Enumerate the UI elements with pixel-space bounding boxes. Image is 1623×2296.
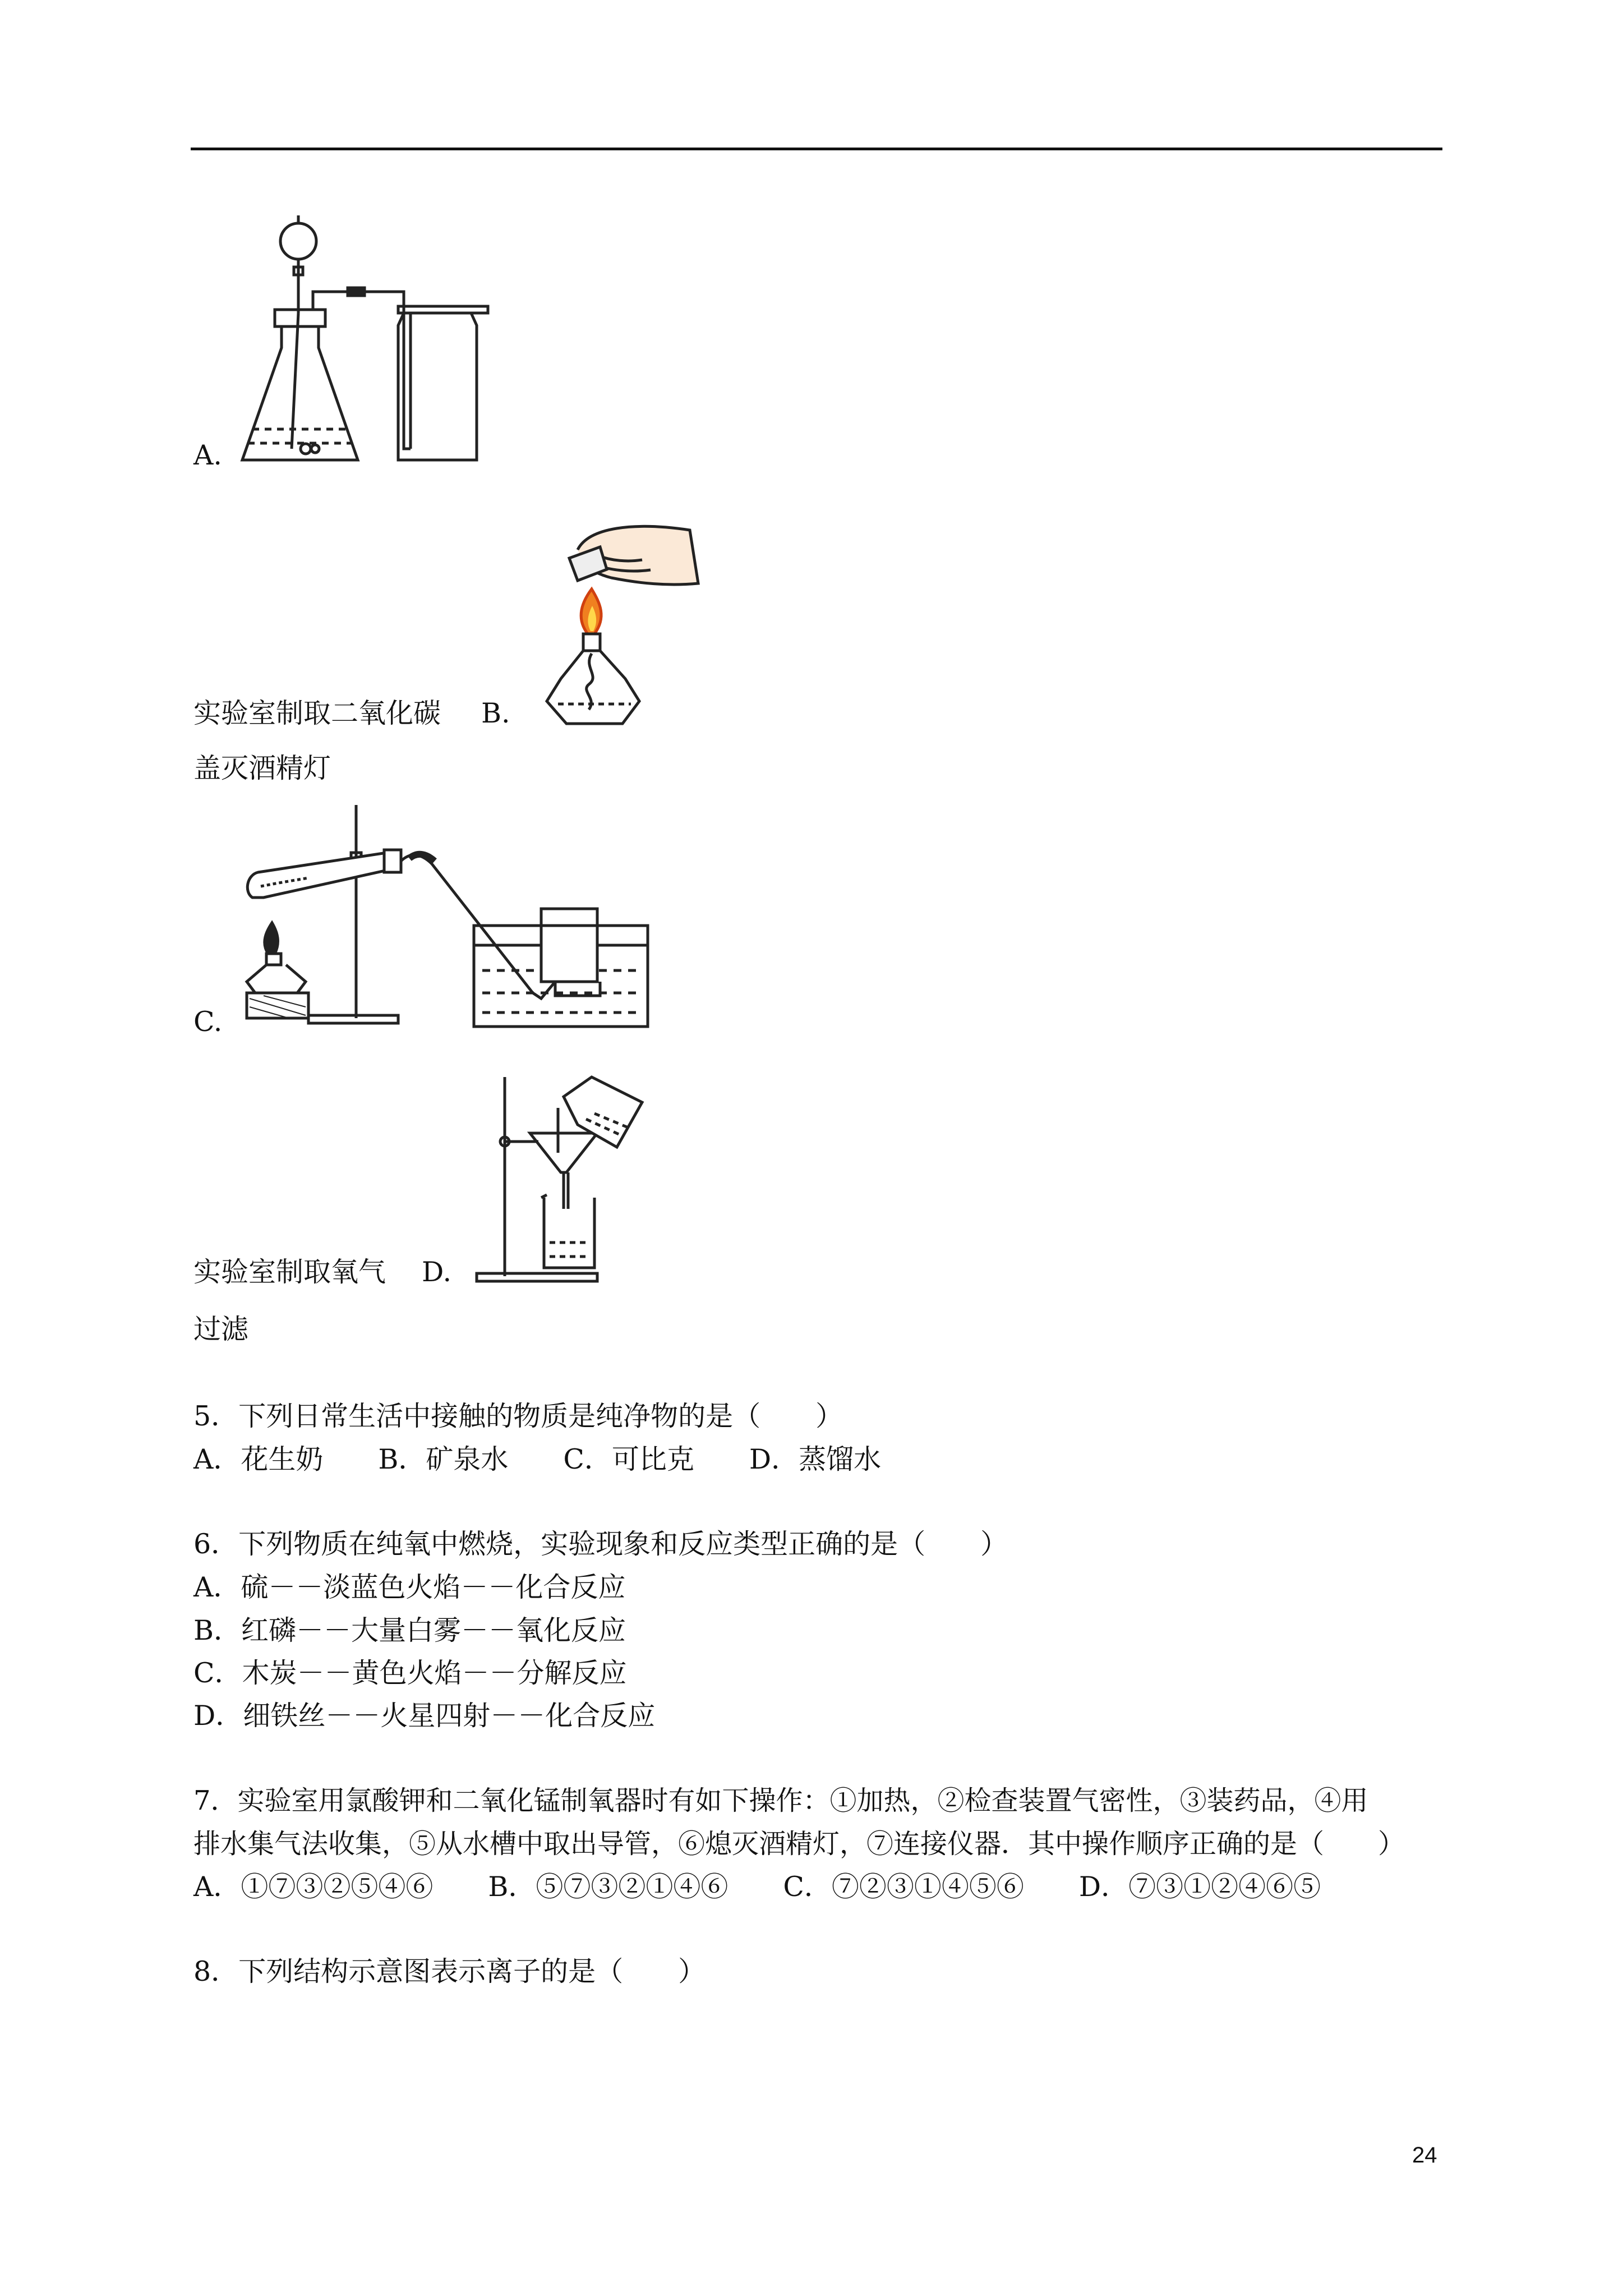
question-7-options: A．①⑦③②⑤④⑥ B．⑤⑦③②①④⑥ C．⑦②③①④⑤⑥ D．⑦③①②④⑥⑤ (193, 1871, 1321, 1903)
extinguishing-alcohol-lamp (544, 516, 707, 729)
option-b-caption: 盖灭酒精灯 (193, 752, 331, 784)
header-rule (191, 148, 1442, 150)
co2-generation-apparatus (236, 213, 494, 471)
option-d-caption: 过滤 (193, 1313, 249, 1345)
option-b-label: B. (481, 697, 510, 729)
option-c-label: C. (193, 1006, 223, 1038)
question-7-stem-line-2: 排水集气法收集，⑤从水槽中取出导管，⑥熄灭酒精灯，⑦连接仪器．其中操作顺序正确的是（ ） (193, 1828, 1405, 1860)
page-number: 24 (1412, 2143, 1437, 2168)
option-a-caption: 实验室制取二氧化碳 (193, 697, 441, 729)
oxygen-preparation-apparatus (241, 802, 651, 1038)
question-6-option-c: C．木炭－－黄色火焰－－分解反应 (193, 1657, 627, 1689)
option-d-label: D. (422, 1256, 452, 1288)
filtration-apparatus (474, 1074, 659, 1287)
question-6-option-a: A．硫－－淡蓝色火焰－－化合反应 (193, 1571, 626, 1603)
question-8-stem: 8．下列结构示意图表示离子的是（ ） (193, 1955, 706, 1987)
question-7-stem-line-1: 7．实验室用氯酸钾和二氧化锰制氧器时有如下操作：①加热，②检查装置气密性，③装药品，④用 (193, 1785, 1368, 1816)
question-5-stem: 5．下列日常生活中接触的物质是纯净物的是（ ） (193, 1400, 843, 1432)
question-6-option-b: B．红磷－－大量白雾－－氧化反应 (193, 1614, 626, 1646)
option-a-label: A. (193, 439, 222, 471)
question-6-option-d: D．细铁丝－－火星四射－－化合反应 (193, 1700, 656, 1732)
question-5-options: A．花生奶 B．矿泉水 C．可比克 D．蒸馏水 (193, 1443, 882, 1475)
option-c-caption: 实验室制取氧气 (193, 1256, 386, 1288)
question-6-stem: 6．下列物质在纯氧中燃烧，实验现象和反应类型正确的是（ ） (193, 1528, 1008, 1560)
